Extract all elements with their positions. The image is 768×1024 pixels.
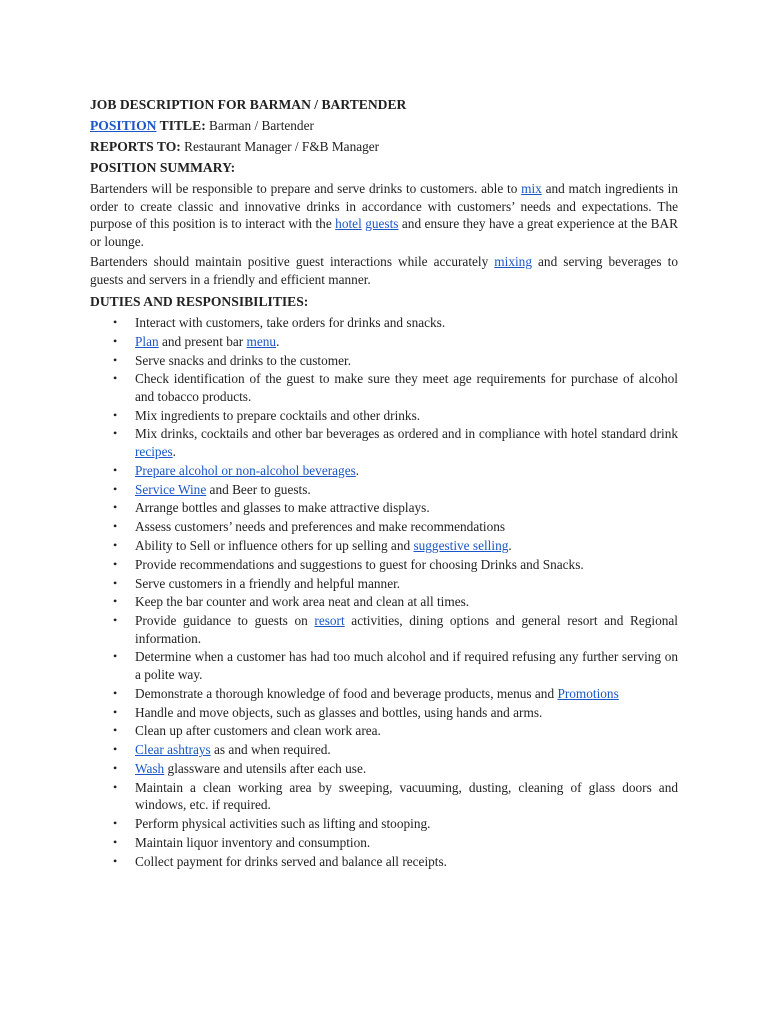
list-item xyxy=(113,760,678,778)
list-item xyxy=(113,612,678,647)
list-item xyxy=(113,704,678,722)
bullet-icon: • xyxy=(113,371,118,386)
position-link[interactable]: POSITION xyxy=(90,118,157,133)
list-item-text: Mix ingredients to prepare cocktails and other drinks. xyxy=(135,407,421,423)
bullet-icon: • xyxy=(113,537,118,552)
list-item-text: Arrange bottles and glasses to make attractive displays. xyxy=(135,500,430,516)
list-item xyxy=(113,407,678,425)
list-item xyxy=(113,352,678,370)
list-item xyxy=(113,722,678,740)
list-item xyxy=(113,537,678,555)
bullet-icon: • xyxy=(113,816,118,831)
bullet-icon: • xyxy=(113,315,118,329)
list-item-text: and present bar xyxy=(158,333,247,349)
list-item xyxy=(113,593,678,611)
list-item-text: activities, dining options and general resort and Regional information. xyxy=(135,613,678,646)
list-item-text: . xyxy=(355,462,360,478)
list-item-text: Check identification of the guest to make sure they meet age requirements for purchase of alcohol and tobacco products. xyxy=(135,371,678,404)
list-item-text: Handle and move objects, such as glasses and bottles, using hands and arms. xyxy=(135,704,543,720)
bullet-icon: • xyxy=(113,594,118,609)
list-item xyxy=(113,815,678,833)
position-title-label: TITLE: xyxy=(156,118,206,133)
hotel-link[interactable]: hotel xyxy=(335,216,362,231)
reports-to-value: Restaurant Manager / F&B Manager xyxy=(180,139,380,154)
bullet-icon: • xyxy=(113,426,118,441)
mix-link[interactable]: mix xyxy=(521,181,542,196)
list-item xyxy=(113,648,678,683)
bullet-icon: • xyxy=(113,853,118,868)
bullet-icon: • xyxy=(113,575,118,590)
list-item xyxy=(113,575,678,593)
list-item-text: Mix drinks, cocktails and other bar beverages as ordered and in compliance with hotel standard drink xyxy=(135,426,678,442)
bullet-icon: • xyxy=(113,407,118,422)
resort-link[interactable]: resort xyxy=(314,613,345,629)
mixing-link[interactable]: mixing xyxy=(494,254,532,269)
list-item-text: . xyxy=(172,443,176,459)
list-item xyxy=(113,741,678,759)
list-item-text: Demonstrate a thorough knowledge of food and beverage products, menus and xyxy=(135,685,558,701)
list-item xyxy=(113,499,678,517)
suggestive-selling-link[interactable]: suggestive selling xyxy=(413,537,509,553)
list-item-text: Provide guidance to guests on xyxy=(135,613,315,629)
bullet-icon: • xyxy=(113,481,118,496)
clear-ashtrays-link[interactable]: Clear ashtrays xyxy=(135,742,211,758)
document-page xyxy=(90,94,678,871)
list-item-text: Serve customers in a friendly and helpful manner. xyxy=(135,575,401,591)
list-item xyxy=(113,333,678,351)
promotions-link[interactable]: Promotions xyxy=(557,685,619,701)
list-item xyxy=(113,853,678,871)
bullet-icon: • xyxy=(113,649,118,664)
summary-text: Bartenders should maintain positive guest interactions while accurately xyxy=(90,254,495,269)
plan-link[interactable]: Plan xyxy=(135,333,159,349)
bullet-icon: • xyxy=(113,613,118,628)
service-wine-link[interactable]: Service Wine xyxy=(135,481,207,497)
bullet-icon: • xyxy=(113,742,118,757)
summary-paragraph-2 xyxy=(90,253,678,288)
list-item-text: Ability to Sell or influence others for up selling and xyxy=(135,537,414,553)
list-item-text: . xyxy=(276,333,280,349)
summary-text: and ensure they have a great experience at the BAR or lounge. xyxy=(90,216,679,249)
recipes-link[interactable]: recipes xyxy=(135,443,173,459)
bullet-icon: • xyxy=(113,500,118,515)
bullet-icon: • xyxy=(113,333,118,348)
position-title-value: Barman / Bartender xyxy=(205,118,314,133)
bullet-icon: • xyxy=(113,704,118,719)
list-item-text: Maintain a clean working area by sweeping, vacuuming, dusting, cleaning of glass doors and windows, etc. if required. xyxy=(135,779,678,813)
list-item-text: Perform physical activities such as lifting and stooping. xyxy=(135,816,431,832)
list-item-text: Interact with customers, take orders for drinks and snacks. xyxy=(135,315,446,330)
position-title-line xyxy=(90,115,678,136)
duties-heading: DUTIES AND RESPONSIBILITIES: xyxy=(90,294,309,309)
guests-link[interactable]: guests xyxy=(365,216,399,231)
bullet-icon: • xyxy=(113,519,118,534)
bullet-icon: • xyxy=(113,723,118,738)
list-item xyxy=(113,314,678,332)
list-item xyxy=(113,370,678,405)
reports-to-line xyxy=(90,136,678,157)
document-title: JOB DESCRIPTION FOR BARMAN / BARTENDER xyxy=(90,97,407,112)
summary-text: and serving beverages to guests and servers in a friendly and efficient manner. xyxy=(90,254,678,287)
list-item xyxy=(113,779,678,814)
list-item xyxy=(113,685,678,703)
summary-paragraph-1 xyxy=(90,180,678,250)
summary-text: and match ingredients in order to create classic and innovative drinks in accordance with customers’ needs and expectations. The purpose of this position is to interact with the xyxy=(90,181,678,231)
list-item-text: Collect payment for drinks served and balance all receipts. xyxy=(135,853,447,869)
list-item xyxy=(113,481,678,499)
wash-link[interactable]: Wash xyxy=(135,760,165,776)
prepare-beverages-link[interactable]: Prepare alcohol or non-alcohol beverages xyxy=(135,462,356,478)
menu-link[interactable]: menu xyxy=(246,333,277,349)
reports-to-label: REPORTS TO: xyxy=(90,139,181,154)
list-item xyxy=(113,518,678,536)
list-item-text: Provide recommendations and suggestions to guest for choosing Drinks and Snacks. xyxy=(135,556,584,572)
list-item xyxy=(113,425,678,460)
list-item xyxy=(113,834,678,852)
bullet-icon: • xyxy=(113,685,118,700)
list-item-text: as and when required. xyxy=(210,742,331,758)
duties-list xyxy=(90,314,678,870)
list-item-text: Keep the bar counter and work area neat and clean at all times. xyxy=(135,594,470,610)
bullet-icon: • xyxy=(113,556,118,571)
list-item-text: and Beer to guests. xyxy=(206,481,311,497)
bullet-icon: • xyxy=(113,760,118,775)
bullet-icon: • xyxy=(113,779,118,794)
list-item-text: Determine when a customer has had too much alcohol and if required refusing any further serving on a polite way. xyxy=(135,649,678,682)
list-item-text: glassware and utensils after each use. xyxy=(164,760,367,776)
list-item-text: Assess customers’ needs and preferences and make recommendations xyxy=(135,519,506,535)
bullet-icon: • xyxy=(113,834,118,849)
bullet-icon: • xyxy=(113,462,118,477)
list-item-text: Clean up after customers and clean work area. xyxy=(135,723,381,739)
summary-text: Bartenders will be responsible to prepare and serve drinks to customers. able to xyxy=(90,181,522,196)
list-item xyxy=(113,556,678,574)
position-summary-heading: POSITION SUMMARY: xyxy=(90,160,236,175)
list-item-text: Maintain liquor inventory and consumption. xyxy=(135,834,371,850)
list-item-text: . xyxy=(508,537,512,553)
list-item xyxy=(113,462,678,480)
list-item-text: Serve snacks and drinks to the customer. xyxy=(135,352,352,368)
bullet-icon: • xyxy=(113,352,118,367)
